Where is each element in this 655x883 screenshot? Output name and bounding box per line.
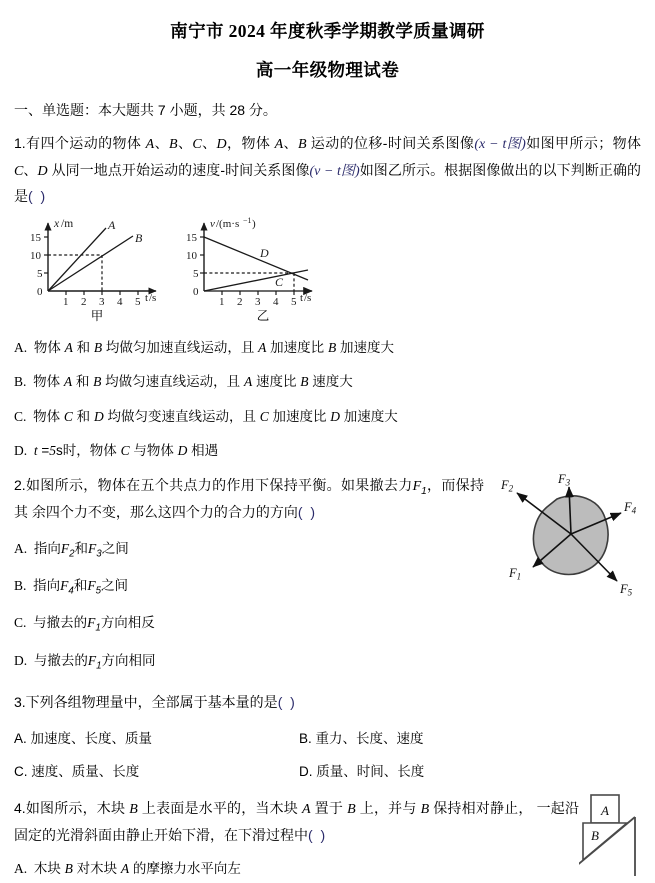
question-1-option-a: A. 物体 A 和 B 均做匀加速直线运动，且 A 加速度比 B 加速度大 — [14, 339, 394, 355]
svg-text:−1: −1 — [243, 215, 252, 225]
question-3-stem: 3.下列各组物理量中，全部属于基本量的是( ) — [14, 693, 295, 710]
svg-text:x: x — [54, 217, 60, 230]
chart-xt-svg — [22, 213, 172, 305]
svg-text:B: B — [591, 828, 599, 844]
question-3-options-row-2 — [14, 760, 641, 780]
figure-five-forces — [495, 471, 645, 604]
svg-text:5: 5 — [291, 295, 297, 305]
question-2-option-d: D. 与撤去的$F_1$方向相同 — [14, 652, 156, 672]
svg-text:1: 1 — [63, 295, 69, 305]
svg-text:1: 1 — [219, 295, 225, 305]
question-3-option-c: C. 速度、质量、长度 — [14, 764, 140, 780]
question-3 — [14, 690, 641, 781]
figure-incline-svg — [579, 790, 641, 878]
svg-text:F1: $F_1$ — [509, 565, 522, 582]
figure-five-forces-svg — [495, 471, 645, 599]
svg-text:/m: /m — [61, 217, 74, 230]
question-1-option-b: B. 物体 A 和 B 均做匀速直线运动，且 A 速度比 B 速度大 — [14, 374, 353, 390]
chart-vt-svg — [178, 213, 348, 305]
svg-text:F3: $F_3$ — [558, 471, 571, 488]
chart-vt — [178, 213, 348, 324]
svg-text:2: 2 — [237, 295, 243, 305]
svg-text:): ) — [252, 217, 256, 230]
svg-text:B: B — [135, 230, 143, 245]
svg-text:A: A — [108, 217, 116, 232]
svg-text:/(m·s: /(m·s — [216, 217, 240, 230]
svg-text:4: 4 — [117, 295, 123, 305]
question-1 — [14, 131, 641, 462]
svg-text:15: 15 — [186, 231, 197, 244]
chart-xt-caption: 甲 — [90, 308, 104, 323]
section-heading: 一、单选题：本大题共 7 小题，共 28 分。 — [14, 102, 277, 118]
svg-text:5: 5 — [135, 295, 141, 305]
question-1-option-d: D. t =5s时，物体 C 与物体 D 相遇 — [14, 443, 219, 459]
question-2 — [14, 473, 641, 674]
svg-text:10: 10 — [186, 249, 197, 262]
svg-text:0: 0 — [193, 285, 199, 298]
svg-text:10: 10 — [30, 249, 41, 262]
svg-text:3: 3 — [99, 295, 105, 305]
svg-text:F2: $F_2$ — [501, 477, 514, 494]
page-subtitle: 高一年级物理试卷 — [255, 60, 400, 80]
svg-text:F5: $F_5$ — [620, 581, 633, 598]
svg-text:2: 2 — [81, 295, 87, 305]
chart-vt-caption: 乙 — [256, 308, 270, 323]
question-3-option-d: D. 质量、时间、长度 — [299, 764, 425, 780]
svg-text:5: 5 — [37, 267, 43, 280]
svg-text:4: 4 — [273, 295, 279, 305]
question-4-option-a: A. 木块 B 对木块 A 的摩擦力水平向左 — [14, 861, 241, 877]
svg-text:/s: /s — [149, 291, 157, 304]
svg-text:t: t — [300, 291, 304, 304]
figure-incline — [579, 790, 641, 883]
question-1-figures — [14, 213, 641, 324]
question-3-option-a: A. 加速度、长度、质量 — [14, 731, 153, 747]
page-title: 南宁市 2024 年度秋季学期教学质量调研 — [170, 21, 485, 41]
question-2-option-b: B. 指向$F_4$和$F_5$之间 — [14, 578, 128, 597]
svg-text:t: t — [145, 291, 149, 304]
svg-text:15: 15 — [30, 231, 41, 244]
question-2-option-c: C. 与撤去的$F_1$方向相反 — [14, 615, 155, 634]
svg-text:F4: $F_4$ — [624, 499, 637, 516]
svg-text:3: 3 — [255, 295, 261, 305]
question-3-options-row-1 — [14, 727, 641, 747]
chart-xt — [22, 213, 172, 324]
svg-text:A: A — [601, 803, 609, 819]
question-3-option-b: B. 重力、长度、速度 — [299, 731, 424, 747]
question-2-option-a: A. 指向$F_2$和$F_3$之间 — [14, 540, 129, 560]
svg-text:/s: /s — [304, 291, 312, 304]
svg-text:0: 0 — [37, 285, 43, 298]
svg-text:5: 5 — [193, 267, 199, 280]
question-2-stem: 2.如图所示，物体在五个共点力的作用下保持平衡。如果撤去力$F_1$，而保持其 余四个力不变，那么这四个力的合力的方向( ) — [14, 476, 485, 521]
question-1-stem: 1.有四个运动的物体 A、B、C、D，物体 A、B 运动的位移-时间关系图像(x − t图)如图甲所示；物体 C、D 从同一地点开始运动的速度-时间关系图像(v − t图)如图乙所示。根据图像做出的以下判断正确的是( ) — [14, 135, 642, 204]
svg-text:v: v — [210, 217, 215, 230]
question-1-option-c: C. 物体 C 和 D 均做匀变速直线运动，且 C 加速度比 D 加速度大 — [14, 408, 398, 424]
question-4 — [14, 796, 641, 880]
question-4-stem: 4.如图所示，木块 B 上表面是水平的，当木块 A 置于 B 上，并与 B 保持相对静止， 一起沿固定的光滑斜面由静止开始下滑，在下滑过程中( ) — [14, 800, 579, 843]
svg-text:C: C — [275, 274, 284, 289]
svg-text:D: D — [260, 245, 269, 260]
